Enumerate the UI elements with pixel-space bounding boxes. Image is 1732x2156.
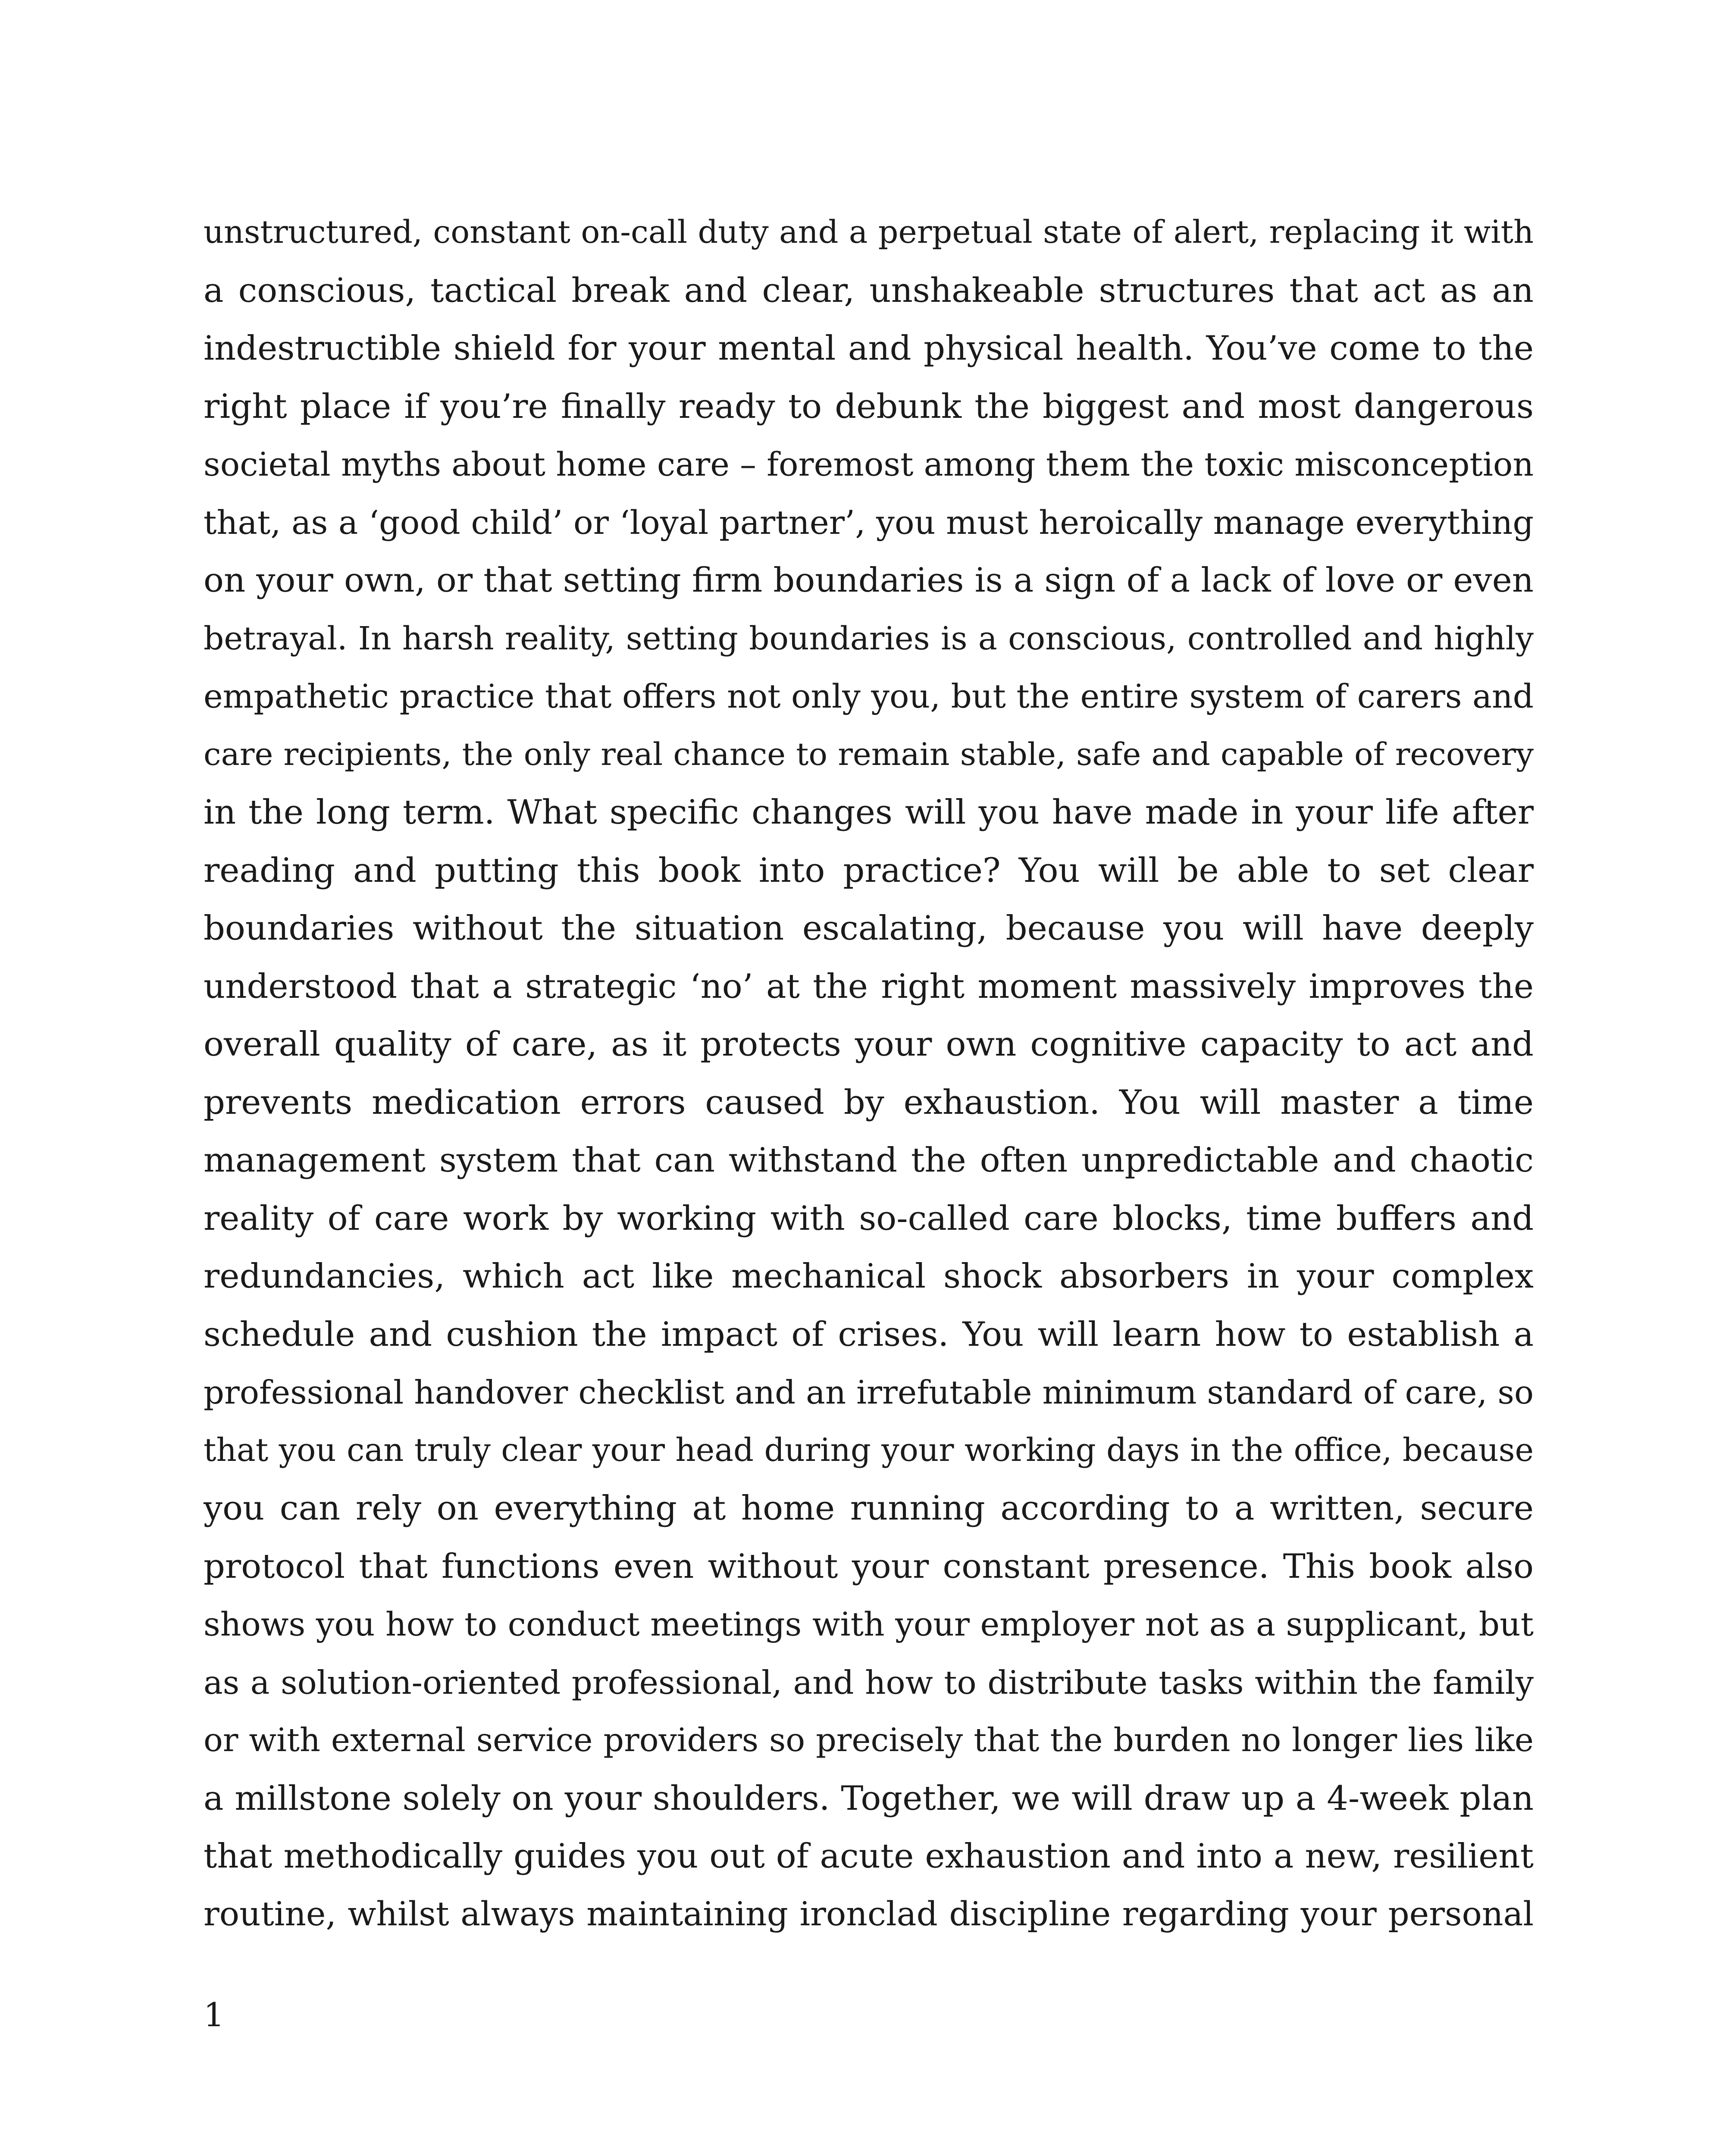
text-line: that you can truly clear your head during your working days in the office, because — [204, 1432, 1534, 1469]
text-line: that methodically guides you out of acute exhaustion and into a new, resilient — [204, 1837, 1534, 1876]
text-line: a conscious, tactical break and clear, unshakeable structures that act as an — [204, 271, 1534, 310]
text-line: care recipients, the only real chance to remain stable, safe and capable of recovery — [204, 736, 1534, 773]
text-line: unstructured, constant on-call duty and a perpetual state of alert, replacing it with — [204, 214, 1534, 251]
text-line: empathetic practice that offers not only you, but the entire system of carers and — [204, 677, 1534, 715]
text-line: understood that a strategic ‘no’ at the right moment massively improves the — [204, 967, 1534, 1006]
text-line: prevents medication errors caused by exhaustion. You will master a time — [204, 1083, 1534, 1122]
body-paragraph — [204, 204, 1534, 1943]
text-line: reading and putting this book into practice? You will be able to set clear — [204, 851, 1534, 890]
text-line: reality of care work by working with so-called care blocks, time buffers and — [204, 1199, 1534, 1238]
text-line: right place if you’re finally ready to debunk the biggest and most dangerous — [204, 387, 1534, 426]
text-line: overall quality of care, as it protects your own cognitive capacity to act and — [204, 1025, 1534, 1064]
text-line: as a solution-oriented professional, and how to distribute tasks within the family — [204, 1663, 1534, 1702]
text-line: on your own, or that setting firm boundaries is a sign of a lack of love or even — [204, 561, 1534, 600]
text-line: that, as a ‘good child’ or ‘loyal partner’, you must heroically manage everything — [204, 503, 1534, 542]
text-line: in the long term. What specific changes will you have made in your life after — [204, 793, 1534, 832]
text-line: or with external service providers so precisely that the burden no longer lies like — [204, 1721, 1534, 1759]
text-line: redundancies, which act like mechanical shock absorbers in your complex — [204, 1257, 1534, 1296]
text-line: boundaries without the situation escalating, because you will have deeply — [204, 909, 1534, 948]
text-line: protocol that functions even without your constant presence. This book also — [204, 1547, 1534, 1586]
text-line: shows you how to conduct meetings with your employer not as a supplicant, but — [204, 1605, 1534, 1643]
text-line: a millstone solely on your shoulders. Together, we will draw up a 4-week plan — [204, 1779, 1534, 1818]
text-line: indestructible shield for your mental and physical health. You’ve come to the — [204, 329, 1534, 368]
text-line: professional handover checklist and an irrefutable minimum standard of care, so — [204, 1373, 1534, 1411]
text-line: schedule and cushion the impact of crises. You will learn how to establish a — [204, 1315, 1534, 1354]
text-line: betrayal. In harsh reality, setting boundaries is a conscious, controlled and highly — [204, 620, 1534, 657]
text-line: you can rely on everything at home running according to a written, secure — [204, 1489, 1534, 1528]
text-line: management system that can withstand the often unpredictable and chaotic — [204, 1141, 1534, 1180]
text-line: societal myths about home care – foremost among them the toxic misconception — [204, 445, 1534, 483]
text-line: routine, whilst always maintaining ironclad discipline regarding your personal — [204, 1895, 1534, 1934]
page-number: 1 — [204, 1996, 225, 2034]
